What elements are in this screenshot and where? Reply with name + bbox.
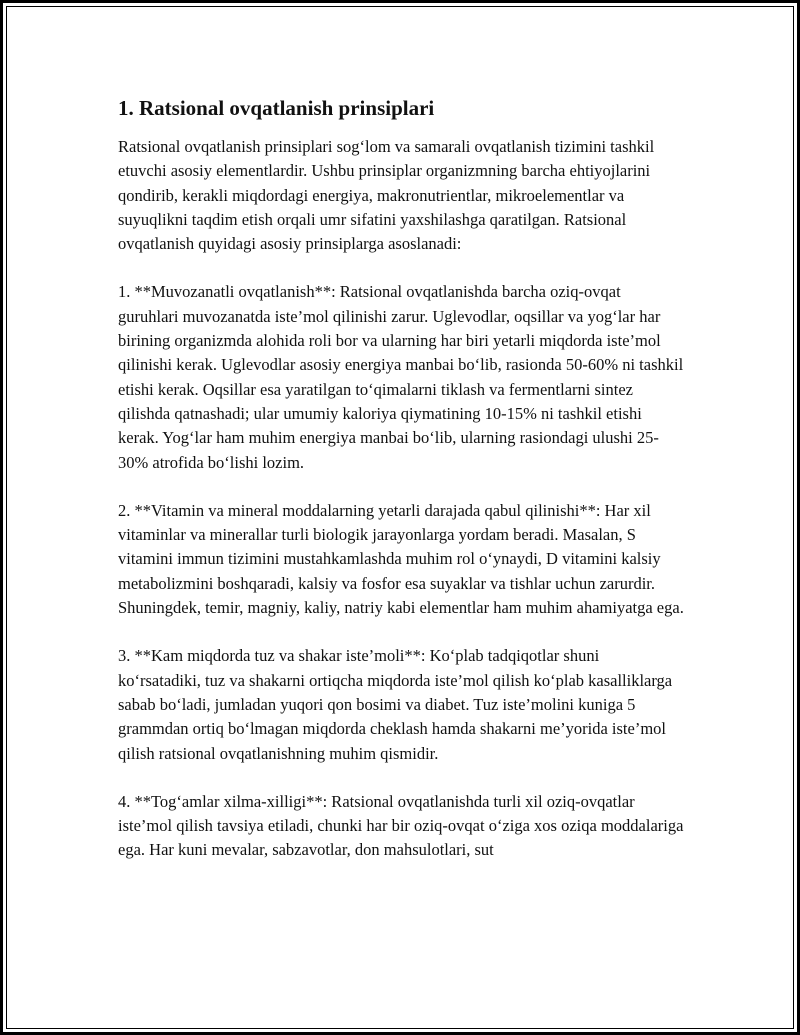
principle-paragraph-4: 4. **Tog‘amlar xilma-xilligi**: Ratsional ovqatlanishda turli xil oziq-ovqatlar iste’mol qilish tavsiya etiladi, chunki har bir oziq-ovqat o‘ziga xos oziqa moddalariga ega. Har kuni mevalar, sabzavotlar, don mahsulotlari, sut <box>118 791 684 860</box>
principle-paragraph-1: 1. **Muvozanatli ovqatlanish**: Ratsional ovqatlanishda barcha oziq-ovqat guruhlari muvozanatda iste’mol qilinishi zarur. Uglevodlar, oqsillar va yog‘lar har birining organizmda alohida roli bor va ularning har biri yetarli miqdorda iste’mol qilinishi kerak. Uglevodlar asosiy energiya manbai bo‘lib, rasionda 50-60% ni tashkil etishi kerak. Oqsillar esa yaratilgan to‘qimalarni tiklash va fermentlarni sintez qilishda qatnashadi; ular umumiy kaloriya qiymatining 10-15% ni tashkil etishi kerak. Yog‘lar ham muhim energiya manbai bo‘lib, ularning rasiondagi ulushi 25-30% atrofida bo‘lishi lozim. <box>118 282 684 472</box>
principle-paragraph-2: 2. **Vitamin va mineral moddalarning yetarli darajada qabul qilinishi**: Har xil vitaminlar va minerallar turli biologik jarayonlarga yordam beradi. Masalan, S vitamini immun tizimini mustahkamlashda muhim rol o‘ynaydi, D vitamini kalsiy metabolizmini boshqaradi, kalsiy va fosfor esa suyaklar va tishlar uchun zarurdir. Shuningdek, temir, magniy, kaliy, natriy kabi elementlar ham muhim ahamiyatga ega. <box>118 500 684 618</box>
document-body <box>118 95 684 887</box>
principle-paragraph-3: 3. **Kam miqdorda tuz va shakar iste’moli**: Ko‘plab tadqiqotlar shuni ko‘rsatadiki, tuz va shakarni ortiqcha miqdorda iste’mol qilish ko‘plab kasalliklarga sabab bo‘ladi, jumladan yuqori qon bosimi va diabet. Tuz iste’molini kuniga 5 grammdan ortiq bo‘lmagan miqdorda cheklash hamda shakarni me’yorida iste’mol qilish ratsional ovqatlanishning muhim qismidir. <box>118 646 673 763</box>
section-heading: 1. Ratsional ovqatlanish prinsiplari <box>118 96 435 120</box>
intro-paragraph: Ratsional ovqatlanish prinsiplari sog‘lom va samarali ovqatlanish tizimini tashkil etuvchi asosiy elementlardir. Ushbu prinsiplar organizmning barcha ehtiyojlarini qondirib, kerakli miqdordagi energiya, makronutrientlar, mikroelementlar va suyuqlikni taqdim etish orqali umr sifatini yaxshilashga qaratilgan. Ratsional ovqatlanish quyidagi asosiy prinsiplarga asoslanadi: <box>118 137 655 254</box>
